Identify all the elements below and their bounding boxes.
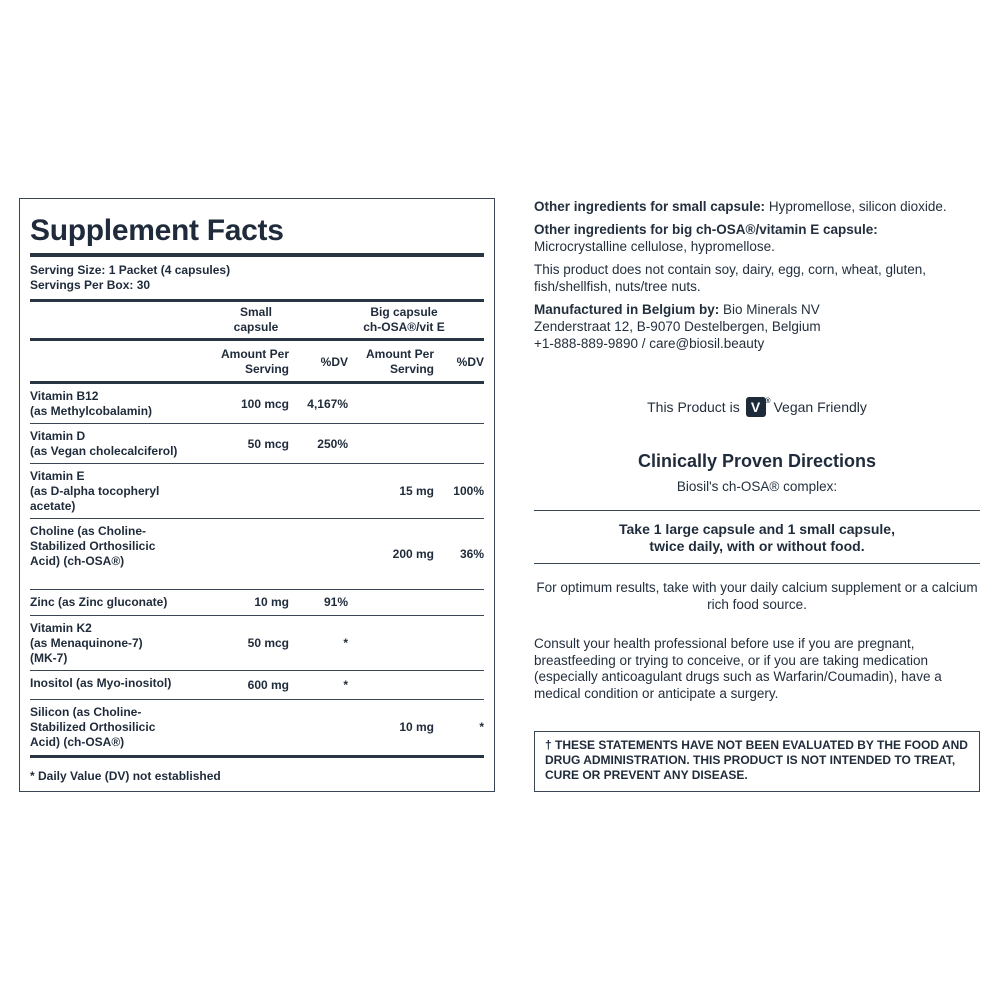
big-capsule-header bbox=[342, 305, 466, 335]
small-capsule-header bbox=[226, 305, 286, 335]
amount-small: 10 mg bbox=[254, 595, 289, 609]
fda-disclaimer: † THESE STATEMENTS HAVE NOT BEEN EVALUATED BY THE FOOD AND DRUG ADMINISTRATION. THIS PRODUCT IS NOT INTENDED TO TREAT, CURE OR PREVENT ANY DISEASE. bbox=[534, 731, 980, 792]
dv-big: * bbox=[479, 720, 484, 734]
vegan-text-before: This Product is bbox=[647, 399, 740, 415]
small-ingredients-label: Other ingredients for small capsule: bbox=[534, 199, 766, 214]
nutrient-name-line: (MK-7) bbox=[30, 651, 68, 665]
dv-big: 100% bbox=[453, 484, 484, 498]
nutrient-name-line: Stabilized Orthosilicic bbox=[30, 720, 156, 734]
optimum-results-note: For optimum results, take with your daily calcium supplement or a calcium rich food source. bbox=[536, 580, 978, 612]
amount-header-small bbox=[179, 347, 289, 377]
nutrient-row bbox=[30, 671, 484, 699]
facts-title: Supplement Facts bbox=[30, 214, 284, 247]
dv-footnote: * Daily Value (DV) not established bbox=[30, 769, 221, 783]
column-header-row bbox=[30, 341, 484, 381]
capsule-header-row bbox=[30, 302, 484, 338]
info-column bbox=[534, 198, 980, 358]
amount-small: 100 mcg bbox=[240, 397, 289, 411]
serving-size: Serving Size: 1 Packet (4 capsules) bbox=[30, 263, 231, 277]
nutrient-name-line: (as Menaquinone-7) bbox=[30, 636, 143, 650]
nutrient-row bbox=[30, 384, 484, 423]
directions-line: Take 1 large capsule and 1 small capsule, bbox=[619, 521, 895, 537]
dv-big: 36% bbox=[459, 547, 484, 561]
nutrient-name-line: acetate) bbox=[30, 499, 76, 513]
vegan-text-after: Vegan Friendly bbox=[773, 399, 867, 415]
amount-big: 200 mg bbox=[392, 547, 434, 561]
big-ingredients-text: Microcrystalline cellulose, hypromellose. bbox=[534, 239, 775, 254]
small-ingredients-text: Hypromellose, silicon dioxide. bbox=[765, 199, 947, 214]
vegan-statement bbox=[534, 396, 980, 418]
directions-subtitle: Biosil's ch-OSA® complex: bbox=[676, 479, 838, 494]
nutrient-name-line: Silicon (as Choline- bbox=[30, 705, 142, 719]
nutrient-name-line: Stabilized Orthosilicic bbox=[30, 539, 156, 553]
big-capsule-label: Big capsule bbox=[370, 305, 438, 319]
vegan-badge-letter: V bbox=[750, 398, 761, 415]
supplement-facts-panel bbox=[19, 198, 495, 792]
nutrient-row bbox=[30, 616, 484, 670]
amount-big: 15 mg bbox=[399, 484, 434, 498]
amount-big: 10 mg bbox=[399, 720, 434, 734]
small-capsule-ingredients bbox=[534, 198, 980, 215]
nutrient-name-line: Acid) (ch-OSA®) bbox=[30, 554, 125, 568]
nutrient-row bbox=[30, 424, 484, 463]
small-capsule-label: Small bbox=[239, 305, 272, 319]
big-capsule-label: ch-OSA®/vit E bbox=[363, 320, 445, 334]
nutrient-row bbox=[30, 464, 484, 518]
amount-small: 600 mg bbox=[247, 678, 289, 692]
nutrient-name bbox=[30, 705, 230, 750]
manufacturer-label: Manufactured in Belgium by: bbox=[534, 302, 720, 317]
manufacturer-address: Zenderstraat 12, B-9070 Destelbergen, Belgium bbox=[534, 319, 821, 334]
divider bbox=[30, 755, 484, 758]
allergen-statement: This product does not contain soy, dairy, egg, corn, wheat, gluten, fish/shellfish, nuts/tree nuts. bbox=[534, 262, 926, 294]
consult-warning: Consult your health professional before use if you are pregnant, breastfeeding or trying to conceive, or if you are taking medication (especially anticoagulant drugs such as Warfarin/Coumadin), have a medical condition or anticipate a surgery. bbox=[534, 636, 942, 701]
manufacturer-contact: +1-888-889-9890 / care@biosil.beauty bbox=[534, 336, 765, 351]
nutrient-name-line: (as Vegan cholecalciferol) bbox=[30, 444, 178, 458]
dv-small: * bbox=[343, 678, 348, 692]
vegan-badge-icon: V ® bbox=[746, 397, 766, 417]
small-capsule-label: capsule bbox=[233, 320, 279, 334]
big-ingredients-label: Other ingredients for big ch-OSA®/vitamin E capsule: bbox=[534, 222, 878, 237]
dv-small: 4,167% bbox=[307, 397, 348, 411]
serving-info bbox=[30, 263, 484, 293]
nutrient-name-line: Choline (as Choline- bbox=[30, 524, 147, 538]
nutrient-name-line: Vitamin B12 bbox=[30, 389, 99, 403]
big-capsule-ingredients bbox=[534, 221, 980, 255]
amount-header-big bbox=[324, 347, 434, 377]
amount-header-text: Amount Per bbox=[365, 347, 434, 361]
nutrient-name-line: Acid) (ch-OSA®) bbox=[30, 735, 125, 749]
nutrient-name-line: Zinc (as Zinc gluconate) bbox=[30, 595, 168, 609]
manufacturer-info bbox=[534, 301, 980, 352]
directions-line: twice daily, with or without food. bbox=[649, 538, 865, 554]
dv-small: 250% bbox=[317, 437, 348, 451]
nutrient-row bbox=[30, 700, 484, 755]
dv-small: * bbox=[343, 636, 348, 650]
nutrient-name bbox=[30, 469, 230, 514]
servings-per-box: Servings Per Box: 30 bbox=[30, 278, 151, 292]
directions-title: Clinically Proven Directions bbox=[637, 451, 877, 471]
amount-header-text: Serving bbox=[244, 362, 289, 376]
nutrient-name-line: Vitamin K2 bbox=[30, 621, 92, 635]
nutrient-row bbox=[30, 590, 484, 615]
nutrient-name-line: Inositol (as Myo-inositol) bbox=[30, 676, 172, 690]
nutrient-name-line: (as D-alpha tocopheryl bbox=[30, 484, 160, 498]
nutrient-row bbox=[30, 519, 484, 589]
divider bbox=[30, 253, 484, 257]
manufacturer-name: Bio Minerals NV bbox=[719, 302, 820, 317]
nutrient-name bbox=[30, 524, 230, 569]
nutrient-name-line: Vitamin E bbox=[30, 469, 85, 483]
amount-small: 50 mcg bbox=[247, 636, 289, 650]
dv-small: 91% bbox=[323, 595, 348, 609]
amount-header-text: Amount Per bbox=[220, 347, 289, 361]
nutrient-rows bbox=[30, 384, 484, 755]
dv-header-small: %DV bbox=[320, 355, 348, 369]
amount-header-text: Serving bbox=[389, 362, 434, 376]
nutrient-name-line: Vitamin D bbox=[30, 429, 86, 443]
dv-header-big: %DV bbox=[456, 355, 484, 369]
nutrient-name-line: (as Methylcobalamin) bbox=[30, 404, 153, 418]
amount-small: 50 mcg bbox=[247, 437, 289, 451]
directions-box bbox=[534, 510, 980, 564]
